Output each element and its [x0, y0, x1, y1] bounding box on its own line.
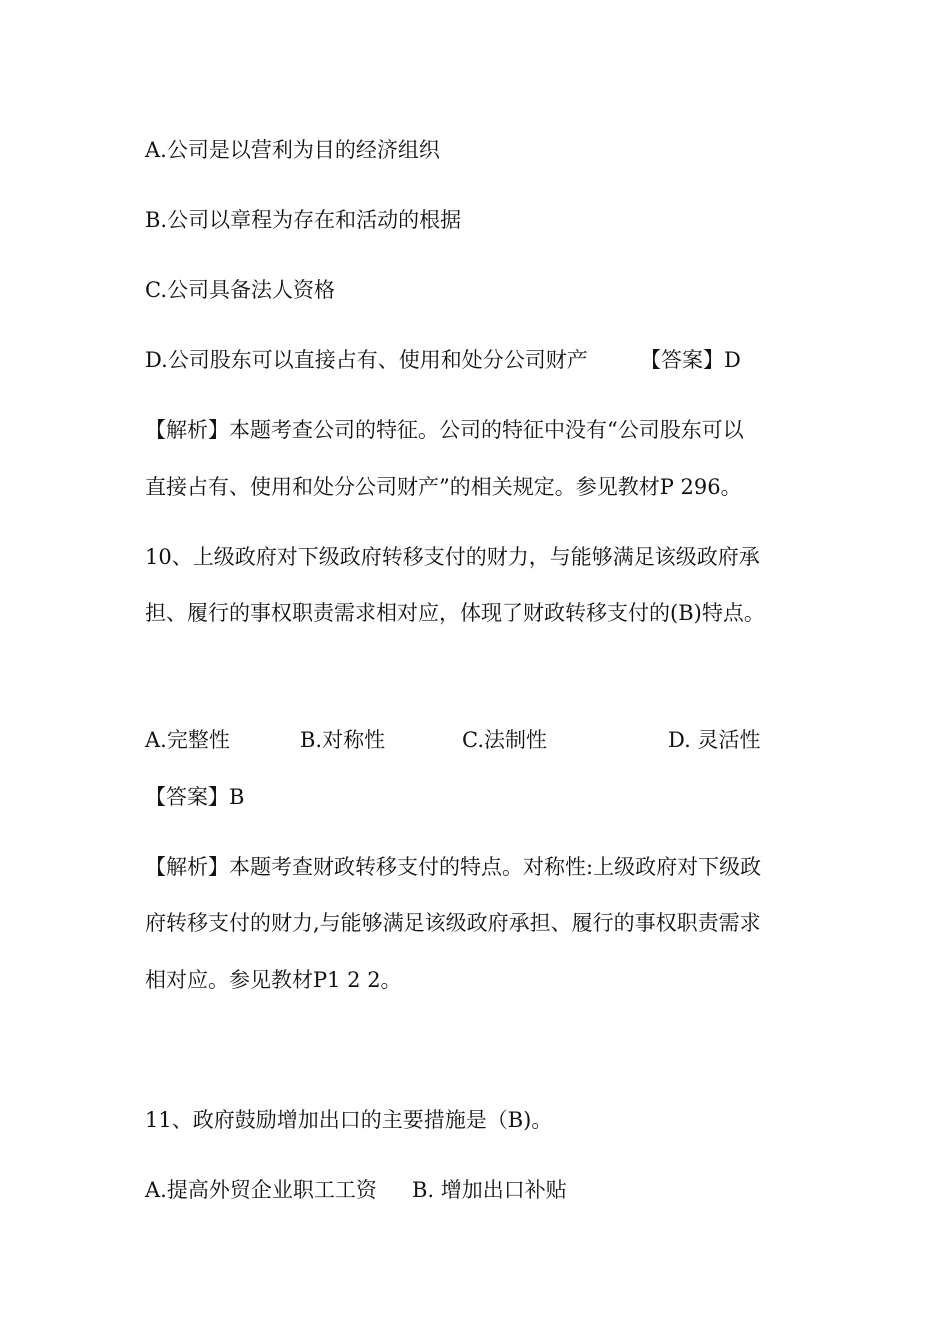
q9-analysis-line-1: 【解析】本题考查公司的特征。公司的特征中没有“公司股东可以	[145, 418, 744, 442]
q10-analysis-line-1: 【解析】本题考查财政转移支付的特点。对称性:上级政府对下级政	[145, 855, 762, 879]
q10-stem-line-1: 10、上级政府对下级政府转移支付的财力，与能够满足该级政府承	[145, 545, 760, 569]
q9-option-c: C.公司具备法人资格	[145, 278, 335, 302]
q10-stem-line-2: 担、履行的事权职责需求相对应，体现了财政转移支付的(B)特点。	[145, 601, 765, 625]
q9-answer: 【答案】D	[640, 348, 741, 372]
q11-option-a: A.提高外贸企业职工工资	[145, 1178, 377, 1202]
q10-analysis-line-2: 府转移支付的财力,与能够满足该级政府承担、履行的事权职责需求	[145, 911, 761, 935]
q9-option-b: B.公司以章程为存在和活动的根据	[145, 208, 462, 232]
q9-option-a: A.公司是以营利为目的经济组织	[145, 138, 440, 162]
q11-option-b: B. 增加出口补贴	[412, 1178, 567, 1202]
q10-answer: 【答案】B	[145, 785, 245, 809]
q10-option-a: A.完整性	[145, 728, 230, 752]
q9-option-d: D.公司股东可以直接占有、使用和处分公司财产	[145, 348, 588, 372]
q10-option-c: C.法制性	[462, 728, 547, 752]
q10-option-b: B.对称性	[300, 728, 386, 752]
q11-stem: 11、政府鼓励增加出口的主要措施是（B)。	[145, 1108, 553, 1132]
q9-analysis-line-2: 直接占有、使用和处分公司财产”的相关规定。参见教材P 296。	[145, 475, 742, 499]
q10-analysis-line-3: 相对应。参见教材P1 2 2。	[145, 968, 402, 992]
q10-option-d: D. 灵活性	[668, 728, 761, 752]
